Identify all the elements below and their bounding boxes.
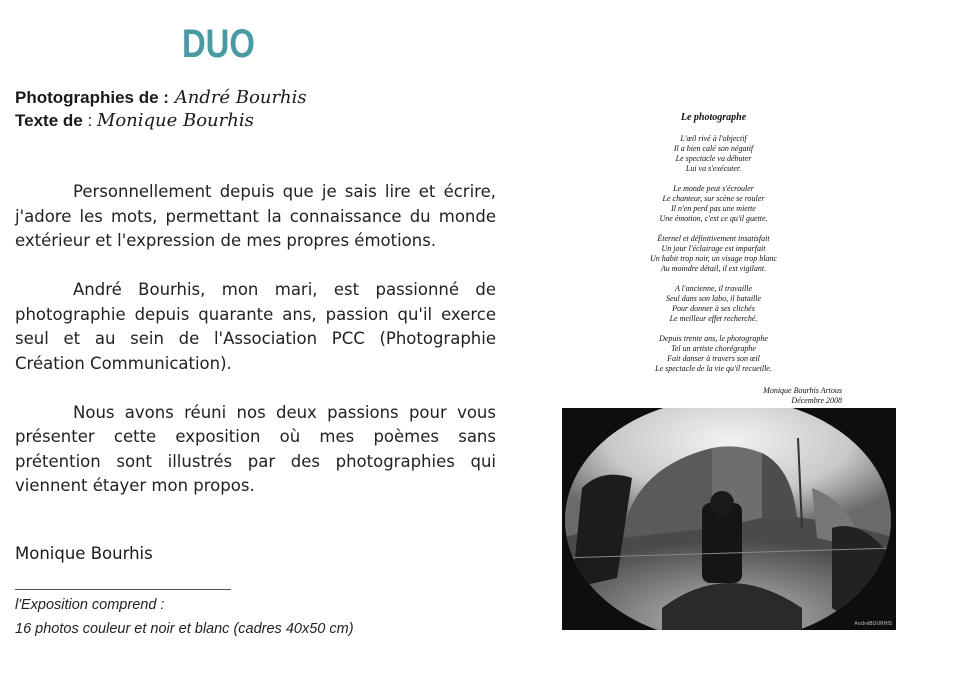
photographer-name: André Bourhis [174, 87, 307, 108]
poem-line: Éternel et définitivement insatisfait [657, 234, 770, 243]
poem-stanza [580, 184, 847, 224]
paragraph: Personnellement depuis que je sais lire et écrire, j'adore les mots, permettant la connaissance du monde extérieur et l'expression de mes propres émotions. [15, 182, 496, 250]
divider [15, 589, 231, 590]
paragraph: André Bourhis, mon mari, est passionné de photographie depuis quarante ans, passion qu'il exerce seul et au sein de l'Association PCC (Photographie Création Communication). [15, 280, 496, 373]
poem-line: Lui va s'exécuter. [685, 164, 742, 173]
poem-signature [763, 386, 842, 406]
poem-line: Une émotion, c'est ce qu'il guette. [659, 214, 768, 223]
page-title: DUO [182, 22, 255, 66]
poem-stanzas [580, 134, 847, 384]
exposition-details: 16 photos couleur et noir et blanc (cadres 40x50 cm) [15, 621, 354, 637]
poem-line: Il a bien calé son négatif [673, 144, 754, 153]
credits-block [15, 86, 307, 132]
poem-stanza [580, 234, 847, 274]
poem-stanza [580, 334, 847, 374]
signature: Monique Bourhis [15, 544, 153, 563]
text-separator: : [82, 111, 97, 130]
poem-line: Le chanteur, sur scène se rouler [662, 194, 765, 203]
fisheye-photo [562, 408, 896, 630]
poem-line: Pour donner à ses clichés [672, 304, 755, 313]
poem [580, 112, 900, 408]
poem-line: Seul dans son labo, il bataille [665, 294, 762, 303]
text-credit-line [15, 109, 307, 132]
poem-line: L'œil rivé à l'objectif [680, 134, 747, 143]
poem-line: Fait danser à travers son œil [667, 354, 760, 363]
introduction-text [15, 180, 496, 523]
poem-line: Depuis trente ans, le photographe [659, 334, 768, 343]
poem-line: Un habit trop noir, un visage trop blanc [650, 254, 777, 263]
photo-illustration [562, 408, 896, 630]
poem-stanza [580, 134, 847, 174]
poem-line: Il n'en perd pas une miette [671, 204, 756, 213]
poem-date: Décembre 2008 [791, 396, 842, 405]
photos-label: Photographies de : [15, 88, 169, 107]
exposition-heading: l'Exposition comprend : [15, 597, 165, 613]
poem-line: Au moindre détail, il est vigilant. [660, 264, 767, 273]
paragraph: Nous avons réuni nos deux passions pour vous présenter cette exposition où mes poèmes sans prétention sont illustrés par des photographies qui viennent étayer mon propos. [15, 402, 496, 495]
photo-credit: AndréBOURHIS [854, 621, 892, 627]
poem-line: Tel un artiste chorégraphe [671, 344, 756, 353]
poem-author: Monique Bourhis Artous [763, 386, 842, 395]
poem-line: A l'ancienne, il travaille [674, 284, 753, 293]
poem-line: Le spectacle de la vie qu'il recueille. [655, 364, 772, 373]
poem-line: Le monde peut s'écrouler [673, 184, 754, 193]
poem-line: Le meilleur effet recherché. [669, 314, 758, 323]
author-name: Monique Bourhis [96, 110, 254, 131]
poem-title: Le photographe [680, 112, 747, 123]
poem-stanza [580, 284, 847, 324]
poem-line: Un jour l'éclairage est imparfait [661, 244, 766, 253]
poem-line: Le spectacle va débuter [675, 154, 752, 163]
text-label: Texte de [15, 111, 83, 130]
photo-credit-line [15, 86, 307, 109]
